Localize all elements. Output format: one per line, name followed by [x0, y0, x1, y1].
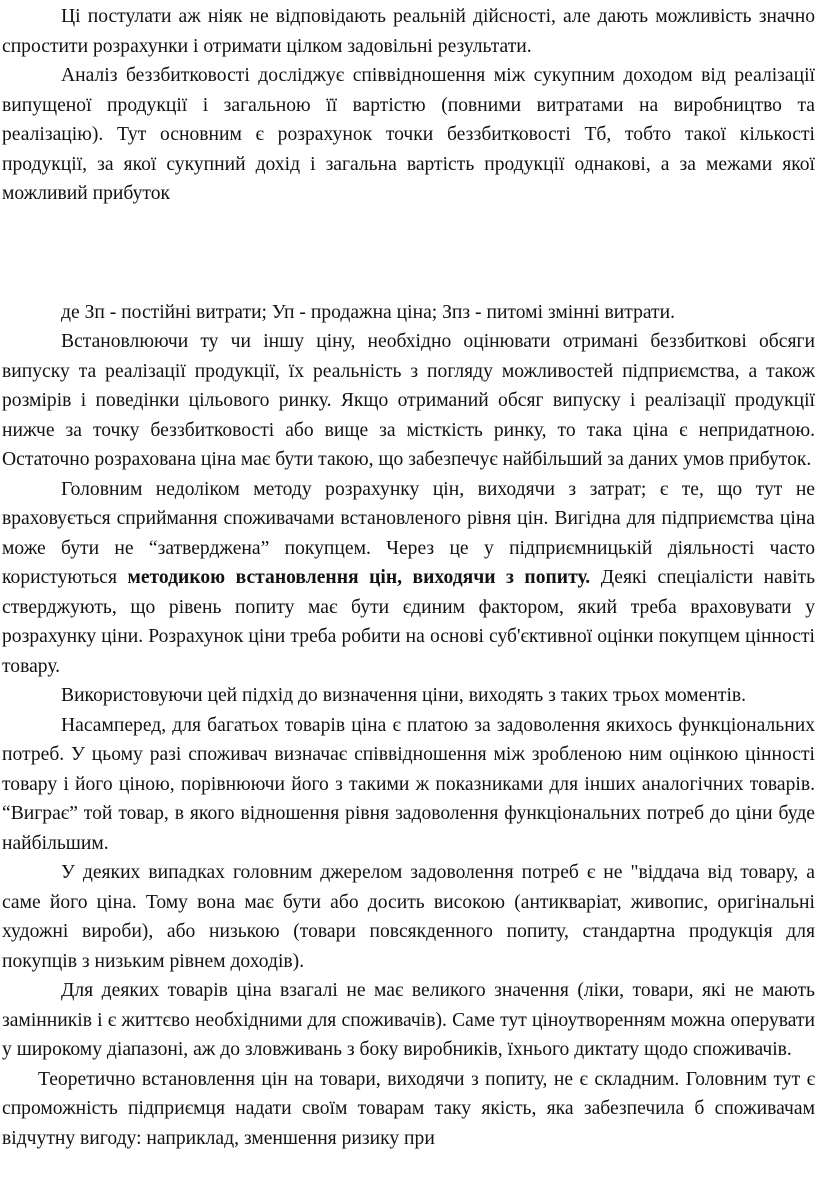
bold-term-demand-method: методикою встановлення цін, виходячи з попиту.: [127, 567, 591, 588]
paragraph-price-as-source: У деяких випадках головним джерелом задоволення потреб є не "віддача від товару, а саме його ціна. Тому вона має бути або досить високою (антикваріат, живопис, оригінальні художні вироби), або низькою (товари повсякденного попиту, стандартна продукція для покупців з низьким рівнем доходів).: [2, 862, 815, 972]
paragraph-price-not-important: Для деяких товарів ціна взагалі не має великого значення (ліки, товари, які не мають замінників і є життєво необхідними для споживачів). Саме тут ціноутворенням можна оперувати у широкому діапазоні, аж до зловживань з боку виробників, їхнього диктату щодо споживачів.: [2, 980, 815, 1060]
paragraph-price-setting: Встановлюючи ту чи іншу ціну, необхідно оцінювати отримані беззбиткові обсяги випуску та реалізації продукції, їх реальність з погляду можливостей підприємства, а також розмірів і поведінки цільового ринку. Якщо отриманий обсяг випуску і реалізації продукції нижче за точку беззбитковості або вище за місткість ринку, то така ціна є непридатною. Остаточно розрахована ціна має бути такою, що забезпечує найбільший за даних умов прибуток.: [2, 331, 815, 470]
paragraph-formula-legend: де Зп - постійні витрати; Уп - продажна ціна; Зпз - питомі змінні витрати.: [61, 301, 675, 323]
paragraph-theoretical-demand: Теоретично встановлення цін на товари, виходячи з попиту, не є складним. Головним тут є спроможність підприємця надати своїм товарам таку якість, яка забезпечила б споживачам відчутну вигоду: наприклад, зменшення ризику при: [2, 1068, 815, 1149]
paragraph-breakeven-analysis: Аналіз беззбитковості досліджує співвідношення між сукупним доходом від реалізації випущеної продукції і загальною її вартістю (повними витратами на виробництво та реалізацію). Тут основним є розрахунок точки беззбитковості Тб, тобто такої кількості продукції, за якої сукупний дохід і загальна вартість продукції однакові, а за межами якої можливий прибуток: [2, 65, 815, 204]
paragraph-functional-needs: Насамперед, для багатьох товарів ціна є платою за задоволення якихось функціональних потреб. У цьому разі споживач визначає співвідношення між зробленою ним оцінкою цінності товару і його ціною, порівнюючи його з такими ж показниками для інших аналогічних товарів. “Виграє” той товар, в якого відношення рівня задоволення функціональних потреб до ціни буде найбільшим.: [2, 714, 815, 854]
paragraph-postulates: Ці постулати аж ніяк не відповідають реальній дійсності, але дають можливість значно спростити розрахунки і отримати цілком задовільні результати.: [2, 6, 815, 57]
paragraph-text-after: Деякі спеціалісти навіть стверджують, що рівень попиту має бути єдиним фактором, який треба враховувати у розрахунку ціни. Розрахунок ціни треба робити на основі суб'єктивної оцінки покупцем цінності товару.: [2, 567, 816, 677]
paragraph-text-before: Головним недоліком методу розрахунку цін, виходячи з затрат; є те, що тут не враховується сприймання споживачами встановленого рівня цін. Вигідна для підприємства ціна може бути не “затверджена” покупцем. Через це у підприємницькій діяльності часто користуються: [2, 478, 815, 588]
paragraph-three-moments: Використовуючи цей підхід до визначення ціни, виходять з таких трьох моментів.: [61, 685, 747, 706]
paragraph-cost-method-drawback: [2, 475, 815, 682]
